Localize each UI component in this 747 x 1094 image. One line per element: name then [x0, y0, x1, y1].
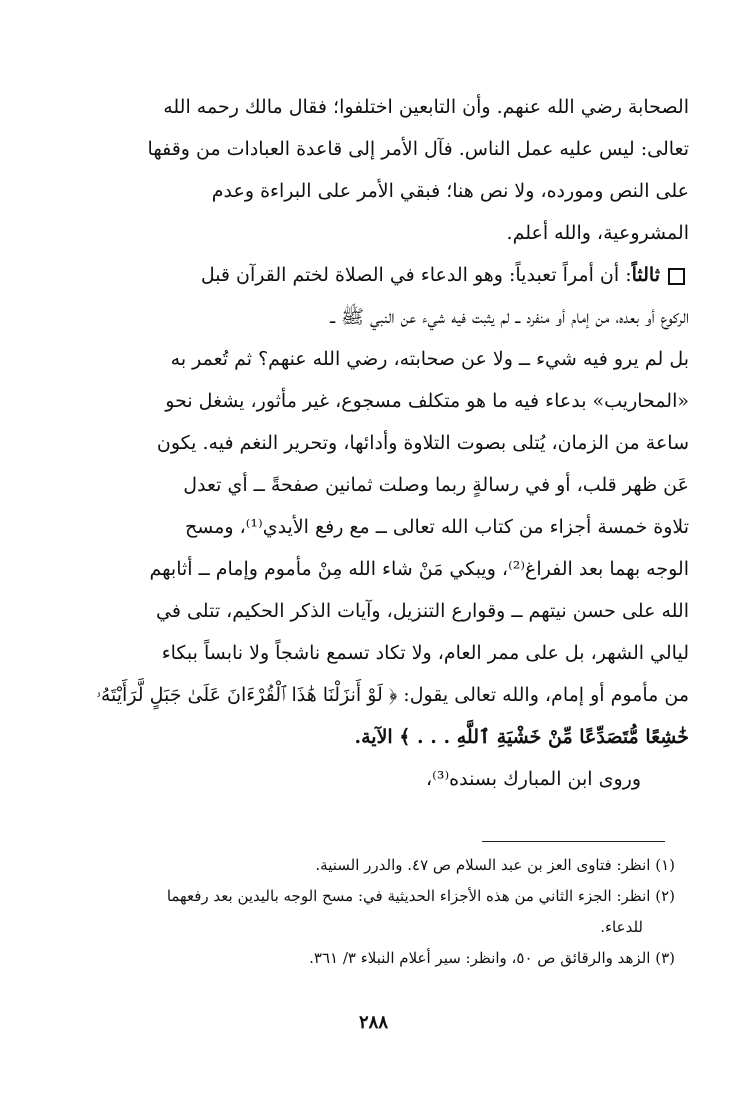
body-line: تلاوة خمسة أجزاء من كتاب الله تعالى ــ مع رفع الأيدي⁽¹⁾، ومسح: [185, 516, 689, 538]
body-text: [69, 86, 689, 800]
body-line: المشروعية، والله أعلم.: [506, 222, 689, 244]
body-line: تعالى: ليس عليه عمل الناس. فآل الأمر إلى قاعدة العبادات من وقفها: [147, 138, 689, 160]
body-line: «المحاريب» بدعاء فيه ما هو متكلف مسجوع، غير مأثور، يشغل نحو: [165, 390, 689, 412]
body-line: الصحابة رضي الله عنهم. وأن التابعين اختلفوا؛ فقال مالك رحمه الله: [163, 96, 689, 118]
body-line: بل لم يرو فيه شيء ــ ولا عن صحابته، رضي الله عنهم؟ ثم تُعمر به: [170, 348, 689, 370]
body-line: عَن ظهر قلب، أو في رسالةٍ ربما وصلت ثمانين صفحةً ــ أي تعدل: [183, 474, 689, 496]
footnote-1: (١) انظر: فتاوى العز بن عبد السلام ص ٤٧. والدرر السنية.: [315, 856, 675, 874]
footnote-2: (٢) انظر: الجزء الثاني من هذه الأجزاء الحديثية في: مسح الوجه باليدين بعد رفعهما: [166, 887, 675, 905]
footnote-3: (٣) الزهد والرقائق ص ٥٠، وانظر: سير أعلام النبلاء ٣/ ٣٦١.: [309, 949, 675, 967]
body-line: ساعة من الزمان، يُتلى بصوت التلاوة وأدائها، وتحرير النغم فيه. يكون: [156, 432, 689, 454]
body-line: الله على حسن نيتهم ــ وقوارع التنزيل، وآيات الذكر الحكيم، تتلى في: [156, 600, 689, 622]
checkbox-icon: [668, 268, 685, 285]
body-line: على النص ومورده، ولا نص هنا؛ فبقي الأمر على البراءة وعدم: [211, 180, 689, 202]
body-line: ليالي الشهر، بل على ممر العام، ولا تكاد تسمع ناشجاً ولا نابساً ببكاء: [161, 642, 689, 664]
body-line: الركوع أو بعده، من إمام أو منفرد ــ لم يثبت فيه شيء عن النبي ﷺ ــ: [330, 306, 689, 328]
page-number: ٢٨٨: [358, 1012, 388, 1033]
body-line: الوجه بهما بعد الفراغ⁽²⁾، ويبكي مَنْ شاء الله مِنْ مأموم وإمام ــ أثابهم: [149, 558, 689, 580]
quran-verse-line: خَٰشِعًا مُّتَصَدِّعًا مِّنْ خَشْيَةِ ٱللَّهِ . . . ﴾ الآية.: [354, 726, 689, 748]
section-heading-line: [69, 254, 689, 296]
footnote-divider: [482, 841, 665, 842]
body-line: من مأموم أو إمام، والله تعالى يقول: ﴿ لَوْ أَنزَلْنَا هَٰذَا ٱلْقُرْءَانَ عَلَىٰ جَبَلٍ لَّرَأَيْتَهُۥ: [96, 684, 689, 706]
section-heading-label: ثالثاً: [631, 264, 660, 286]
section-heading-text: : أن أمراً تعبدياً: وهو الدعاء في الصلاة لختم القرآن قبل: [200, 264, 632, 286]
footnote-2-continued: للدعاء.: [600, 918, 643, 936]
footnotes: [75, 850, 675, 974]
body-line: وروى ابن المبارك بسنده⁽³⁾،: [426, 768, 641, 790]
